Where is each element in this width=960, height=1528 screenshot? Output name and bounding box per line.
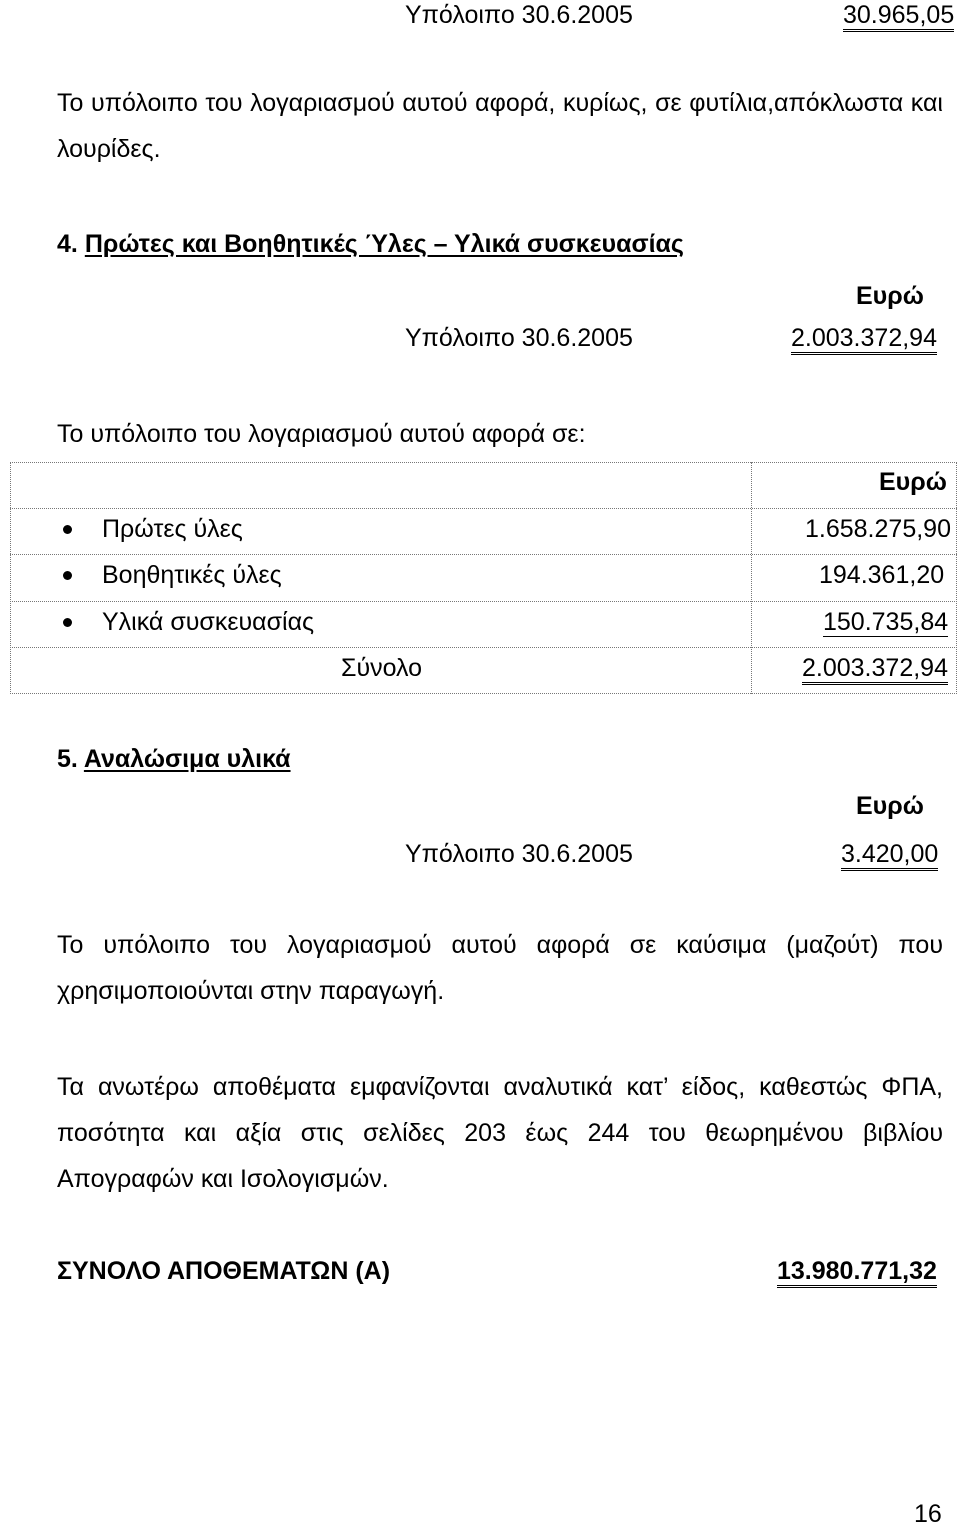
page-number: 16 [914, 1500, 942, 1528]
top-balance-value: 30.965,05 [843, 3, 954, 32]
table-divider [10, 601, 957, 602]
bullet-icon [63, 571, 72, 580]
total-label: ΣΥΝΟΛΟ ΑΠΟΘΕΜΑΤΩΝ (Α) [57, 1257, 391, 1285]
section-5-title: Αναλώσιμα υλικά [83, 745, 291, 773]
table-row-value: 150.735,84 [823, 608, 949, 636]
table-divider [10, 554, 957, 555]
table-row-label: Βοηθητικές ύλες [102, 561, 282, 589]
section-4-heading [57, 232, 684, 257]
table-divider [10, 647, 957, 648]
table-row-label: Πρώτες ύλες [102, 515, 243, 543]
section-4-balance-label: Υπόλοιπο 30.6.2005 [405, 324, 633, 352]
section-5-number: 5. [57, 745, 78, 773]
section-5-heading [57, 747, 291, 772]
table-row-label: Υλικά συσκευασίας [102, 608, 315, 636]
note-3: Το υπόλοιπο του λογαριασμού αυτού αφορά, κυρίως, σε φυτίλια,απόκλωστα και λουρίδες. [57, 89, 943, 163]
summary-note: Τα ανωτέρω αποθέματα εμφανίζονται αναλυτικά κατ’ είδος, καθεστώς ΦΠΑ, ποσότητα και αξία στις σελίδες 203 έως 244 του θεωρημένου βιβλίου Απογραφών και Ισολογισμών. [57, 1073, 943, 1193]
section-4-number: 4. [57, 230, 78, 258]
section-5-balance-value: 3.420,00 [841, 842, 938, 871]
bullet-icon [63, 525, 72, 534]
section-4-intro: Το υπόλοιπο του λογαριασμού αυτού αφορά σε: [57, 420, 586, 448]
table-border-bottom [10, 693, 957, 694]
table-divider [10, 508, 957, 509]
table-header-currency: Ευρώ [879, 468, 947, 496]
table-border-left [10, 462, 11, 694]
table-row-value: 194.361,20 [819, 561, 945, 589]
table-border-right [956, 462, 957, 694]
bullet-icon [63, 618, 72, 627]
table-border-top [10, 462, 957, 463]
total-value: 13.980.771,32 [777, 1259, 937, 1288]
table-total-label: Σύνολο [341, 654, 423, 682]
section-5-currency: Ευρώ [856, 792, 924, 820]
table-row-value: 1.658.275,90 [805, 515, 951, 543]
top-balance-label: Υπόλοιπο 30.6.2005 [405, 1, 633, 29]
materials-table [10, 462, 957, 694]
section-4-title: Πρώτες και Βοηθητικές Ύλες – Υλικά συσκευασίας [84, 230, 684, 258]
section-4-balance-value: 2.003.372,94 [791, 326, 937, 355]
section-5-balance-label: Υπόλοιπο 30.6.2005 [405, 840, 633, 868]
section-5-note: Το υπόλοιπο του λογαριασμού αυτού αφορά σε καύσιμα (μαζούτ) που χρησιμοποιούνται στην παραγωγή. [57, 931, 943, 1005]
table-total-value: 2.003.372,94 [802, 656, 948, 685]
table-column-divider [751, 462, 752, 694]
section-4-currency: Ευρώ [856, 282, 924, 310]
